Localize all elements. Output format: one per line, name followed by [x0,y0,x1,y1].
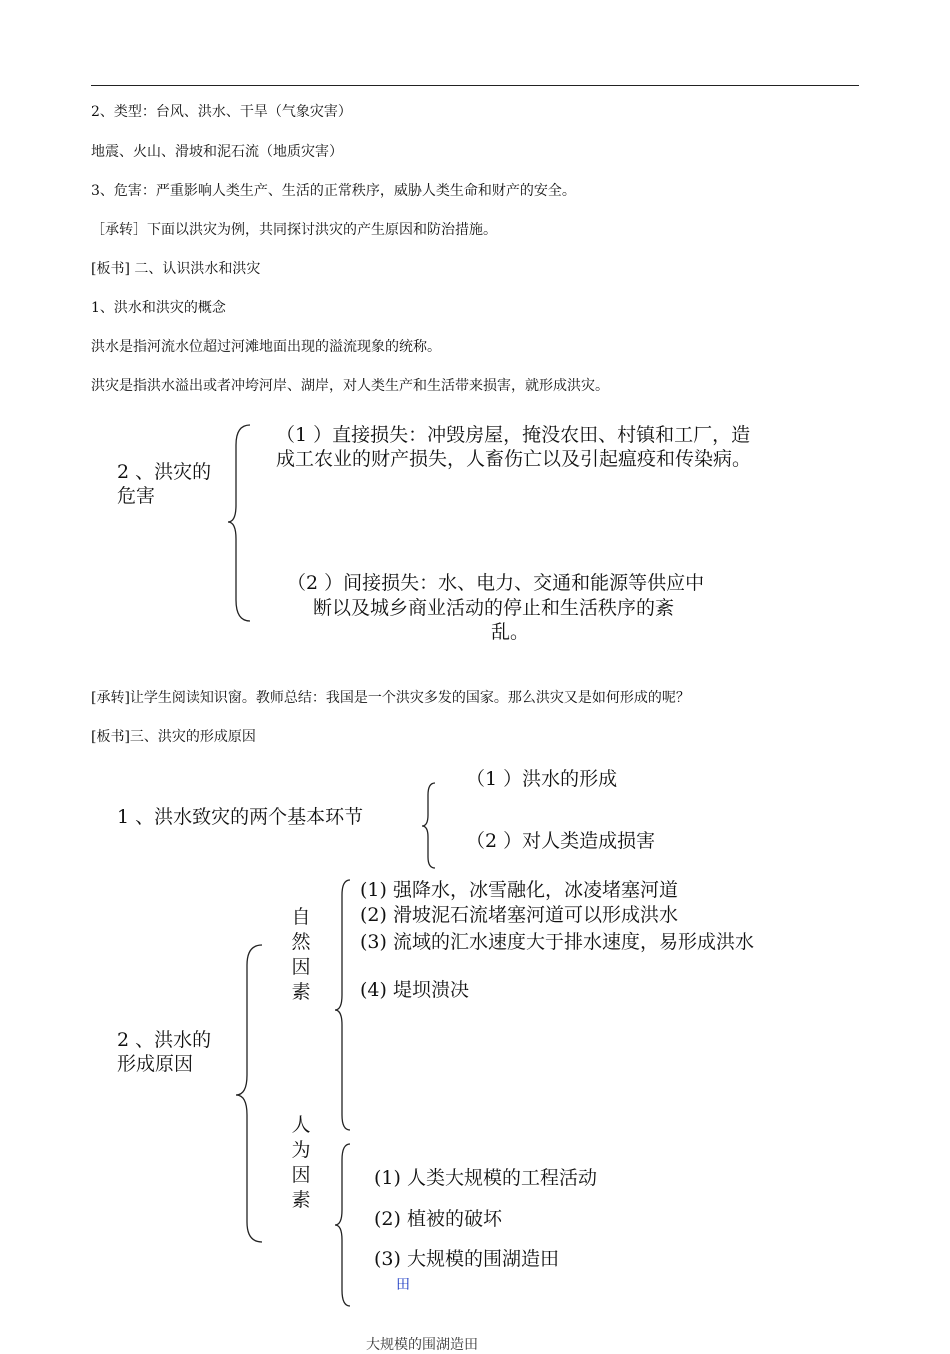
transition-line-2: [承转]让学生阅读知识窗。教师总结：我国是一个洪灾多发的国家。那么洪灾又是如何形成的呢？ [91,690,690,706]
concept-title: 1、洪水和洪灾的概念 [91,300,226,316]
links-item-2: （2 ）对人类造成损害 [466,830,656,852]
indirect-loss-line-2: 断以及城乡商业活动的停止和生活秩序的紊 [313,597,675,619]
harm-diagram-title: 2 、洪灾的危害 [117,461,212,507]
links-diagram-title: 1 、洪水致灾的两个基本环节 [117,806,364,828]
stray-text: 田 [396,1277,410,1293]
harm-line: 3、危害：严重影响人类生产、生活的正常秩序，威胁人类生命和财产的安全。 [91,183,576,199]
direct-loss-text: （1 ）直接损失：冲毁房屋，掩没农田、村镇和工厂，造成工农业的财产损失，人畜伤亡以及引起瘟疫和传染病。 [276,424,752,470]
causes-diagram-title: 2 、洪水的形成原因 [117,1029,212,1075]
board-heading-2: [板书] 二、认识洪水和洪灾 [91,261,261,277]
transition-line-1: ［承转］下面以洪灾为例，共同探讨洪灾的产生原因和防治措施。 [91,222,497,238]
natural-item-1: (1) 强降水，冰雪融化，冰凌堵塞河道 [360,879,678,901]
board-heading-3: [板书]三、洪灾的形成原因 [91,729,256,745]
human-item-1: (1) 人类大规模的工程活动 [374,1167,597,1189]
types-line: 2、类型：台风、洪水、干旱（气象灾害） [91,104,352,120]
natural-factors-label: 自 然 因 素 [291,906,311,1003]
natural-item-3: (3) 流域的汇水速度大于排水速度，易形成洪水 [360,931,754,953]
cut-off-text: 大规模的围湖造田 [366,1337,478,1353]
human-item-2: (2) 植被的破坏 [374,1208,502,1230]
indirect-loss-line-3: 乱。 [491,621,530,643]
natural-item-2: (2) 滑坡泥石流堵塞河道可以形成洪水 [360,904,678,926]
geo-disaster-line: 地震、火山、滑坡和泥石流（地质灾害） [91,144,343,160]
links-item-1: （1 ）洪水的形成 [466,768,618,790]
flood-definition: 洪水是指河流水位超过河滩地面出现的溢流现象的统称。 [91,339,441,355]
natural-item-4: (4) 堤坝溃决 [360,979,469,1001]
indirect-loss-line-1: （2 ）间接损失：水、电力、交通和能源等供应中 [287,572,705,594]
disaster-definition: 洪灾是指洪水溢出或者冲垮河岸、湖岸，对人类生产和生活带来损害，就形成洪灾。 [91,378,609,394]
human-factors-label: 人 为 因 素 [291,1114,311,1211]
human-item-3: (3) 大规模的围湖造田 [374,1248,559,1270]
